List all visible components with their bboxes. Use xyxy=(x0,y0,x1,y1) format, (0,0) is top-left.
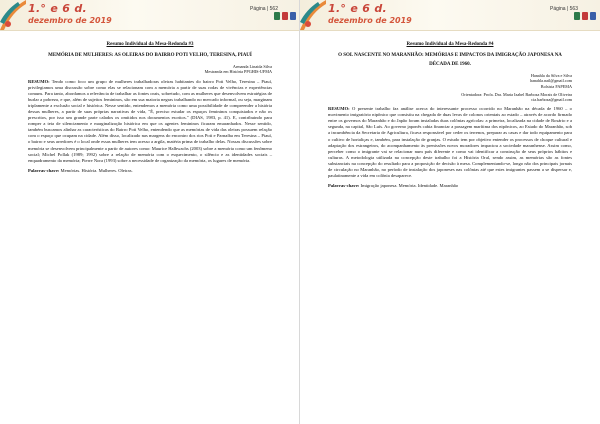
keywords xyxy=(328,183,572,189)
author-line: Bolsista FAPEMA xyxy=(540,83,572,89)
decorative-pattern-icon xyxy=(0,0,26,30)
abstract-heading: Resumo Individual da Mesa-Redonda #4 xyxy=(406,42,494,47)
resumo-label: RESUMO: xyxy=(28,78,50,84)
abstract-title: MEMÓRIA DE MULHERES: AS OLEIRAS DO BAIRRO POTI VELHO, TERESINA, PIAUÍ xyxy=(48,53,252,59)
abstract-heading: Resumo Individual da Mesa-Redonda #3 xyxy=(106,42,194,47)
author-line: Orientadora: Profa. Dra. Maria Izabel Barboza Morais de Oliveira xyxy=(461,91,572,97)
page-number: Página | 563 xyxy=(550,6,578,12)
abstract-body xyxy=(28,79,272,164)
logo-icon xyxy=(282,12,288,20)
event-dates: dezembro de 2019 xyxy=(28,16,112,25)
author-line: hanahla.nail@gmail.com xyxy=(530,78,572,84)
author-block xyxy=(28,64,272,74)
document-page-right xyxy=(300,0,600,424)
resumo-label: RESUMO: xyxy=(328,106,350,112)
author-line: Armanda Linaida Silva xyxy=(232,64,272,70)
resumo-text: Tendo como foco um grupo de mulheres trabalhadoras oleiras habitantes do bairro Poti Velho, Teresina – Piauí, privilegiamos uma discussão sobre como elas se relacionam com a memória a partir de suas rodas de vivências e experiências comuns. Para tanto, abordamos a relevância de trabalhar as fontes orais, sobretudo, com as mulheres que desenvolvem estratégias de burlar a pobreza, e que, além de sujeitos femininos, são em sua maioria negras trabalhando no mercado informal, ou seja, marginam triplamente a exclusão social e histórica. Nesse sentido, entendemos a memória como uma possibilidade de compreender a história dessas mulheres, a partir de suas próprias narrativas de vida, "É, preciso estudar os espaços femininos conquistados e não os prescritos, por isso um grande parte calados os omitidos nos documentos escritos." (DIAS, 1983, p. 41). E, contribuindo para romper a teia de silenciamento e marginalização histórica em que os agentes femininos ficaram emaranhados. Nesse sentido, também buscamos alinhar as características do Bairro Poti Velho, entendendo que as memórias de vida das oleiras possuem relação com o espaço que ocupam na cidade. Além disso, localizado nas margens do encontro dos rios Poti e Parnaíba em Teresina – Piauí, o bairro e seus arredores é o local onde essas mulheres tem acesso a argila, matéria prima de trabalho delas. Nossas discussões sobre memória se desenvolvem principalmente a partir de autores como: Maurice Halbwachs (2003) sobre a memória como um fenômeno social; Michel Pollak (1989; 1992) sobre a relação de memória com o esquecimento, o silêncio e as identidades sociais – enquadramento da memória; Pierre Nora (1993) sobre a necessidade de organização da memória, os lugares de memória. xyxy=(28,78,272,163)
abstract-body xyxy=(328,106,572,179)
institution-logos xyxy=(274,12,296,20)
keywords-label: Palavras-chave: xyxy=(28,167,60,173)
logo-icon xyxy=(274,12,280,20)
author-block xyxy=(328,73,572,102)
keywords-text: Imigração japonesa. Memória. Identidade. Maranhão xyxy=(360,183,459,189)
logo-icon xyxy=(290,12,296,20)
abstract-content xyxy=(28,42,272,174)
logo-icon xyxy=(582,12,588,20)
logo-icon xyxy=(574,12,580,20)
event-title: 1.° e 6 d. xyxy=(328,2,387,15)
abstract-title: O SOL NASCENTE NO MARANHÃO: MEMÓRIAS E IMPACTOS DA IMIGRAÇÃO JAPONESA NA DÉCADA DE 1960. xyxy=(338,53,562,68)
resumo-text: O presente trabalho faz análise acerca do interessante processo ocorrido no Maranhão na década de 1960 – o movimento imigratório nipônico que consistiu na chegada de duas levas de colonos orientais ao estado – através de acordo firmado entre os governos do Maranhão e do Japão foram instaladas duas colônias agrícolas: a primeira, localizada na cidade de Rosário e a segunda, na capital, São Luís. Ao governo japonês cabia financiar a passagem marítima dos nipônicos, ao Estado do Maranhão, sob a incumbência da Secretaria de Agricultura, ficava responsável por ceder os terrenos, preparar as casas e dar todo equipamento para o cultivo de hortaliças e, também, para instalação de granjas. O estudo tem por objetivo entender os processos de choque cultural e adaptação dos estrangeiros, do acompanhamento às prenissões novos moradores impactou a sociedade maranhense. Assim como, perceber como o imigrante vai se relacionar num país diferente e como vai identificar a construção de seus próprios hábitos e culturas. A metodologia utilizada na concepção deste trabalho foi a História Oral, sendo assim, as memórias são as fontes substanciais na concepção do resultado para a proposição de decisão à mesa. Complementando-se, longo não dos principais jornais de circulação no Maranhão, no período de instalação dos japoneses nas colônias até que estes imigrantes passem a se dispersar e, paulatinamente a vida em colônia desaparece. xyxy=(328,106,572,179)
author-line: Hanahla da Silva e Silva xyxy=(530,73,572,79)
abstract-content xyxy=(328,42,572,189)
keywords-text: Memórias. História. Mulheres. Oleiras. xyxy=(60,167,133,173)
event-title: 1.° e 6 d. xyxy=(28,2,87,15)
event-header-banner xyxy=(0,0,300,31)
keywords-label: Palavras-chave: xyxy=(328,183,360,189)
keywords xyxy=(28,168,272,174)
event-header-banner xyxy=(300,0,600,31)
author-line: Mestranda em História PPGHIS-UFMA xyxy=(204,69,272,75)
event-dates: dezembro de 2019 xyxy=(328,16,412,25)
page-number: Página | 562 xyxy=(250,6,278,12)
decorative-pattern-icon xyxy=(300,0,326,30)
institution-logos xyxy=(574,12,596,20)
logo-icon xyxy=(590,12,596,20)
author-line: cia.barboza@gmail.com xyxy=(531,96,572,102)
